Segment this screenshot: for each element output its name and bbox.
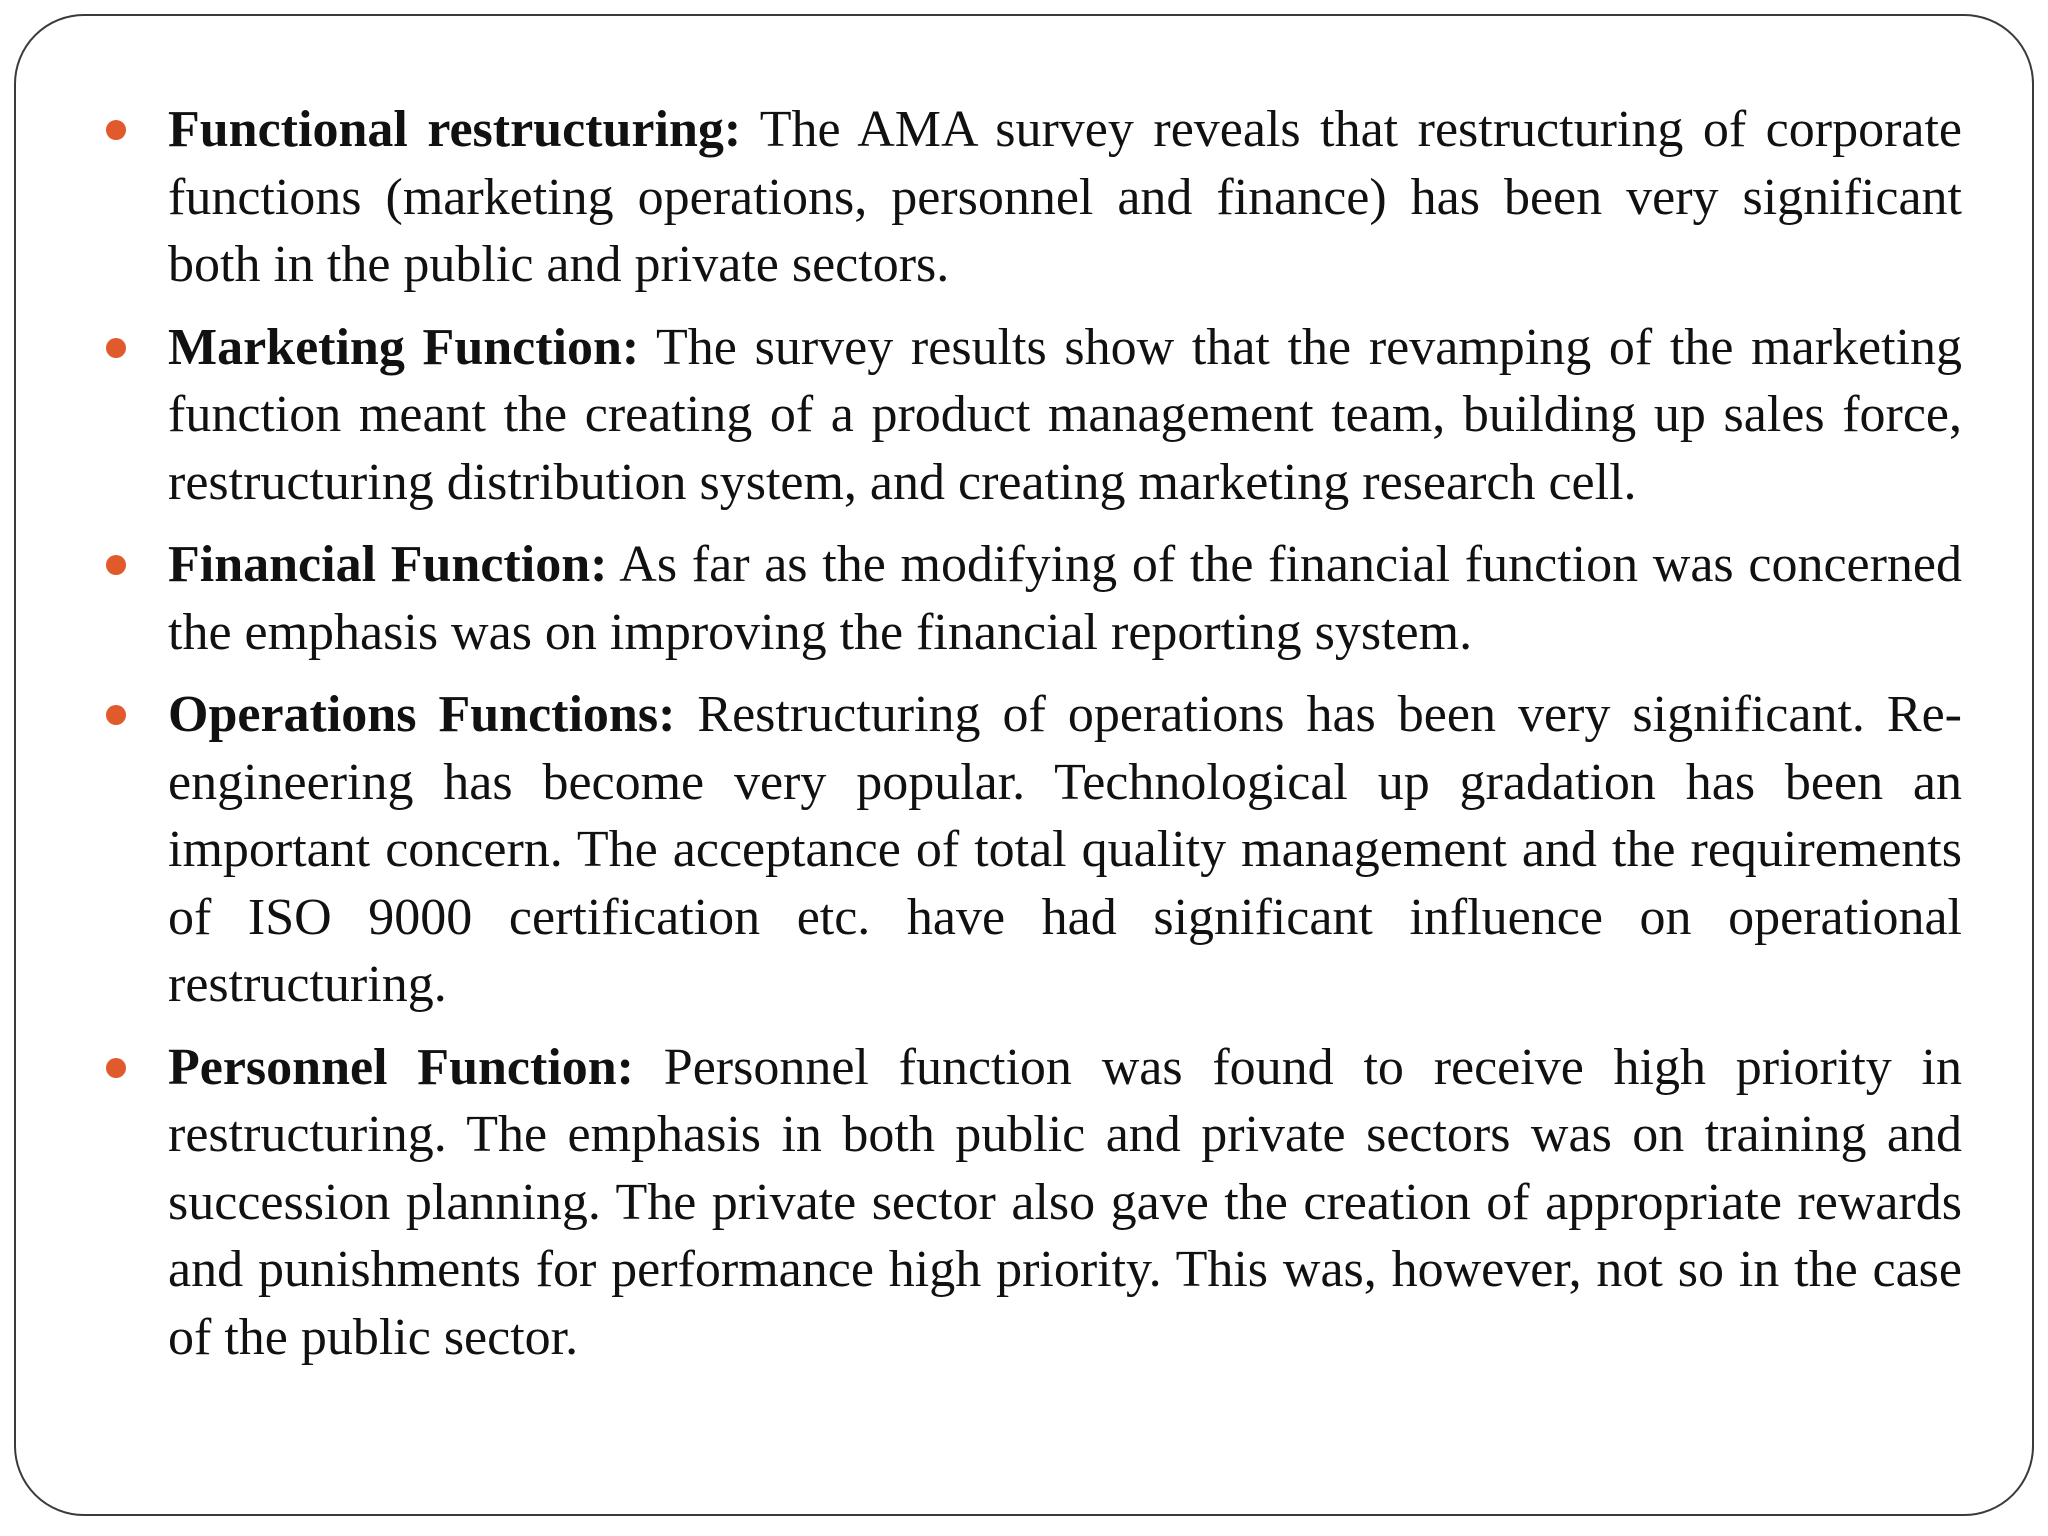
bullet-term: Financial Function: xyxy=(168,536,608,593)
bullet-dot-icon xyxy=(106,555,126,575)
bullet-list xyxy=(168,96,1962,1386)
bullet-item-personnel-function xyxy=(168,1034,1962,1372)
bullet-term: Personnel Function: xyxy=(168,1038,634,1096)
bullet-item-financial-function xyxy=(168,531,1962,666)
bullet-text: The AMA survey reveals that restructuring of corporate functions (marketing operations, personnel and finance) has been very significant both in the public and private sectors. xyxy=(168,101,1962,293)
bullet-term: Functional restructuring: xyxy=(168,101,742,158)
bullet-term: Marketing Function: xyxy=(168,318,640,376)
bullet-item-marketing-function xyxy=(168,314,1962,517)
bullet-dot-icon xyxy=(106,338,126,358)
bullet-dot-icon xyxy=(106,705,126,725)
bullet-text: The survey results show that the revamping of the marketing function meant the creating of a product management team, building up sales force, restructuring distribution system, and creating marketing research cell. xyxy=(168,318,1963,511)
bullet-text: Restructuring of operations has been very significant. Re-engineering has become very popular. Technological up gradation has been an important concern. The acceptance of total quality management and the requirements of ISO 9000 certification etc. have had significant influence on operational restructuring. xyxy=(168,686,1963,1013)
bullet-item-operations-functions xyxy=(168,681,1962,1019)
bullet-dot-icon xyxy=(106,120,126,140)
bullet-item-functional-restructuring xyxy=(168,96,1962,299)
bullet-text: As far as the modifying of the financial function was concerned the emphasis was on improving the financial reporting system. xyxy=(168,536,1963,661)
bullet-text: Personnel function was found to receive high priority in restructuring. The emphasis in both public and private sectors was on training and succession planning. The private sector also gave the creation of appropriate rewards and punishments for performance high priority. This was, however, not so in the case of the public sector. xyxy=(168,1038,1962,1366)
bullet-term: Operations Functions: xyxy=(168,686,676,743)
bullet-dot-icon xyxy=(106,1058,126,1078)
